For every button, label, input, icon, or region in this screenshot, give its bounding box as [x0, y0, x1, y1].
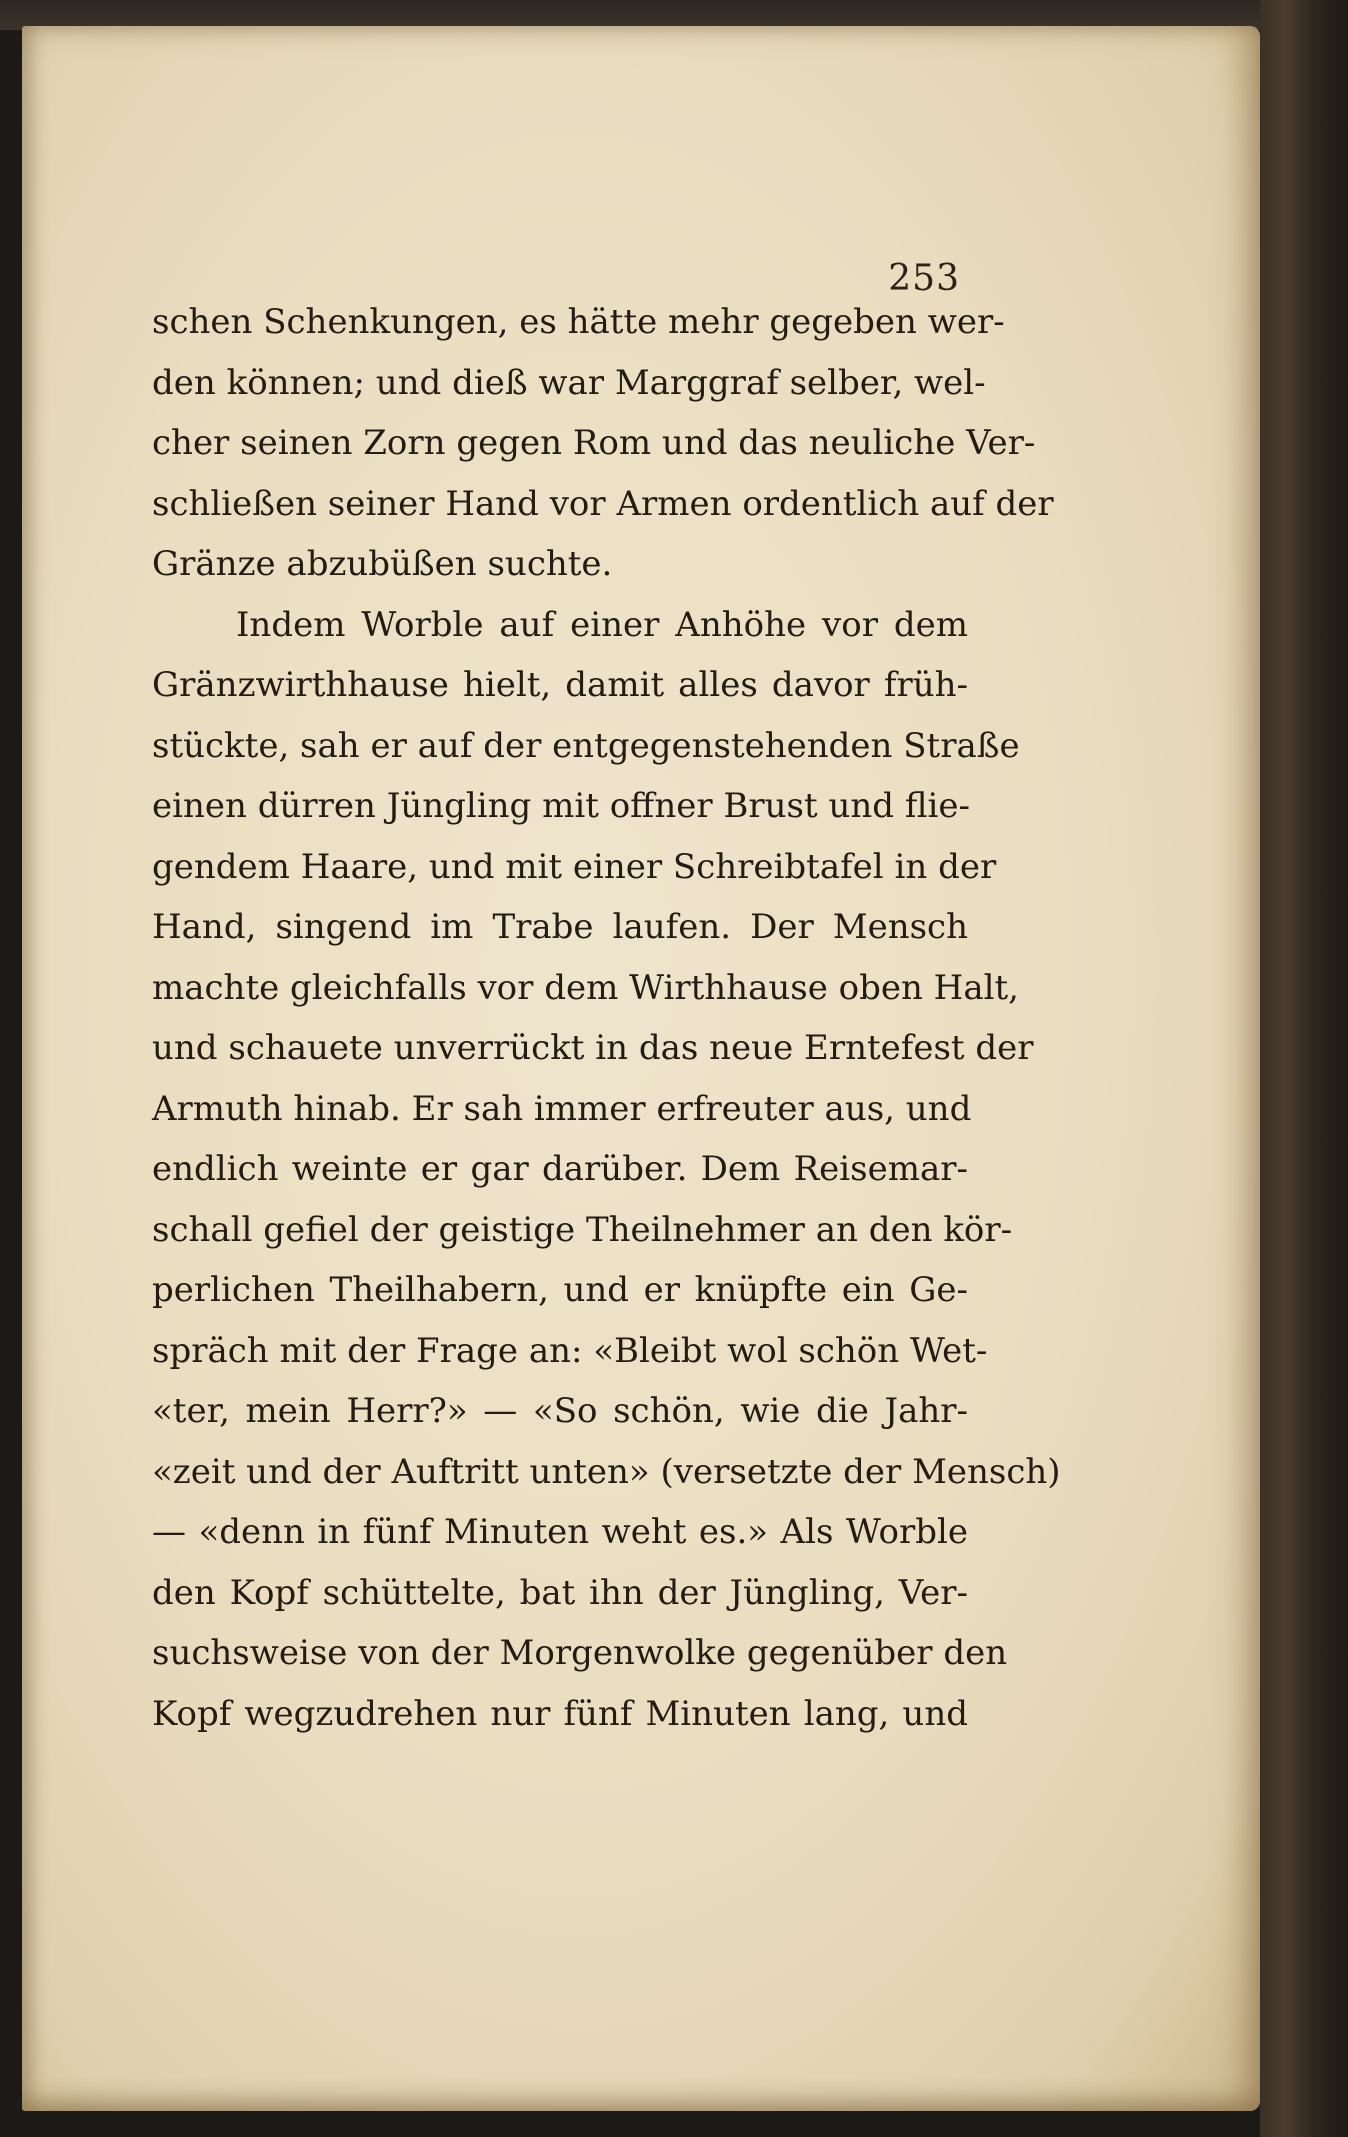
text-line: perlichen Theilhabern, und er knüpfte ein Ge-	[152, 1270, 968, 1310]
text-line: den können; und dieß war Marggraf selber, wel-	[152, 362, 986, 403]
text-line: schall gefiel der geistige Theilnehmer an den kör-	[152, 1209, 1013, 1250]
text-line: Hand, singend im Trabe laufen. Der Mensch	[152, 907, 968, 947]
text-line: endlich weinte er gar darüber. Dem Reisemar-	[152, 1149, 968, 1189]
text-line: cher seinen Zorn gegen Rom und das neuliche Ver-	[152, 423, 1036, 463]
book-binding	[1260, 0, 1348, 2137]
body-text	[152, 292, 1061, 1744]
text-line: und schauete unverrückt in das neue Erntefest der	[152, 1028, 1034, 1068]
text-line: Indem Worble auf einer Anhöhe vor dem	[236, 604, 968, 645]
text-line: «ter, mein Herr?» — «So schön, wie die Jahr-	[152, 1391, 968, 1431]
text-line: schen Schenkungen, es hätte mehr gegeben wer-	[152, 302, 1005, 342]
text-line: spräch mit der Frage an: «Bleibt wol schön Wet-	[152, 1330, 988, 1371]
text-line: «zeit und der Auftritt unten» (versetzte der Mensch)	[152, 1451, 1061, 1492]
text-line: Armuth hinab. Er sah immer erfreuter aus, und	[152, 1088, 972, 1129]
text-line: stückte, sah er auf der entgegenstehenden Straße	[152, 725, 1020, 766]
text-line: machte gleichfalls vor dem Wirthhause oben Halt,	[152, 967, 1019, 1008]
text-line: einen dürren Jüngling mit offner Brust und flie-	[152, 786, 970, 826]
text-line: schließen seiner Hand vor Armen ordentlich auf der	[152, 483, 1054, 524]
text-line: — «denn in fünf Minuten weht es.» Als Worble	[152, 1512, 968, 1552]
text-line: gendem Haare, und mit einer Schreibtafel in der	[152, 846, 997, 887]
text-line: suchsweise von der Morgenwolke gegenüber den	[152, 1633, 1008, 1673]
page-number: 253	[888, 258, 960, 299]
text-line: Gränze abzubüßen suchte.	[152, 544, 613, 584]
text-line: den Kopf schüttelte, bat ihn der Jüngling, Ver-	[152, 1572, 968, 1613]
text-line: Gränzwirthhause hielt, damit alles davor früh-	[152, 665, 968, 705]
text-line: Kopf wegzudrehen nur fünf Minuten lang, und	[152, 1693, 968, 1734]
